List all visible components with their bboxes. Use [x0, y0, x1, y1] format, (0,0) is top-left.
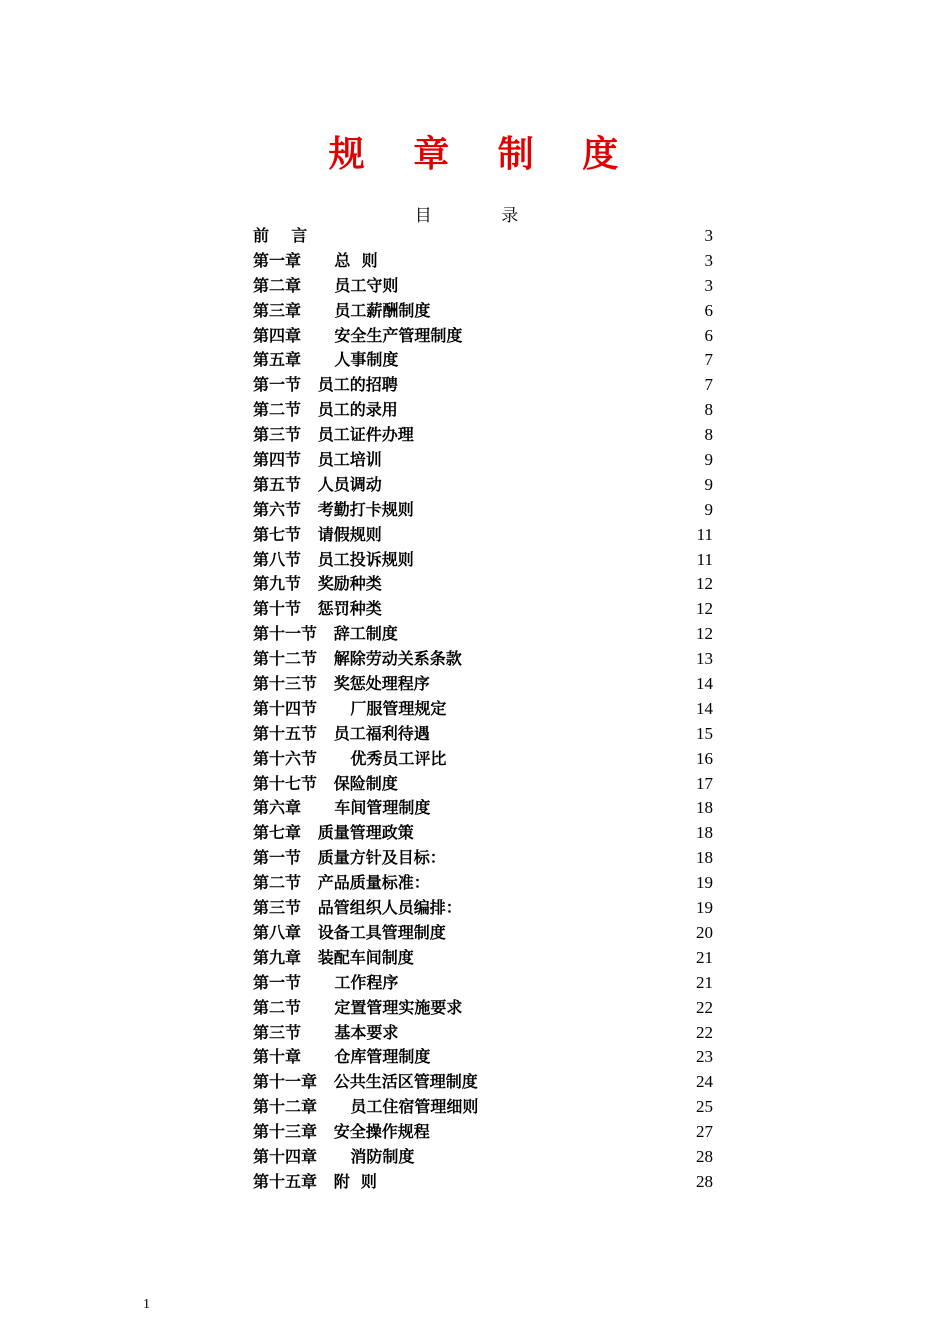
toc-entry[interactable] — [253, 1070, 713, 1095]
toc-entry-label: 第二章 员工守则 — [253, 275, 399, 295]
toc-entry[interactable] — [253, 1145, 713, 1170]
toc-entry-page: 15 — [696, 723, 713, 743]
toc-entry[interactable] — [253, 274, 713, 299]
toc-entry[interactable] — [253, 697, 713, 722]
toc-entry[interactable] — [253, 921, 713, 946]
toc-entry-page: 23 — [696, 1047, 713, 1067]
toc-entry-label: 第十五节 员工福利待遇 — [253, 723, 430, 743]
toc-entry-page: 25 — [696, 1097, 713, 1117]
toc-entry[interactable] — [253, 622, 713, 647]
toc-entry-page: 18 — [696, 823, 713, 843]
toc-entry-page: 18 — [696, 798, 713, 818]
toc-entry-page: 9 — [704, 450, 713, 470]
toc-entry[interactable] — [253, 971, 713, 996]
toc-entry-label: 第三节 基本要求 — [253, 1022, 399, 1042]
toc-entry-page: 12 — [696, 624, 713, 644]
toc-entry-page: 3 — [704, 275, 713, 295]
toc-entry-label: 第一节 工作程序 — [253, 972, 399, 992]
toc-entry-page: 19 — [696, 898, 713, 918]
toc-entry-page: 22 — [696, 1022, 713, 1042]
toc-entry[interactable] — [253, 871, 713, 896]
toc-entry[interactable] — [253, 373, 713, 398]
page-number: 1 — [143, 1297, 150, 1312]
toc-entry-label: 第十三章 安全操作规程 — [253, 1122, 430, 1142]
toc-entry[interactable] — [253, 548, 713, 573]
toc-entry-label: 第一章 总 则 — [253, 250, 378, 270]
toc-entry[interactable] — [253, 896, 713, 921]
toc-entry-page: 12 — [696, 574, 713, 594]
toc-entry[interactable] — [253, 1021, 713, 1046]
toc-entry[interactable] — [253, 299, 713, 324]
toc-entry-label: 第十七节 保险制度 — [253, 773, 398, 793]
toc-entry[interactable] — [253, 473, 713, 498]
toc-entry-label: 第七节 请假规则 — [253, 524, 382, 544]
toc-entry-page: 11 — [696, 524, 713, 544]
toc-entry-page: 9 — [704, 474, 713, 494]
toc-entry[interactable] — [253, 498, 713, 523]
toc-entry-page: 7 — [704, 375, 713, 395]
toc-entry-label: 第十四节 厂服管理规定 — [253, 698, 447, 718]
toc-entry[interactable] — [253, 1170, 713, 1195]
toc-entry-label: 第十章 仓库管理制度 — [253, 1047, 431, 1067]
toc-entry-label: 第七章 质量管理政策 — [253, 823, 414, 843]
toc-entry-page: 6 — [704, 300, 713, 320]
toc-entry-page: 3 — [704, 226, 713, 245]
toc-entry-label: 第十一节 辞工制度 — [253, 624, 398, 644]
toc-entry-page: 8 — [704, 400, 713, 420]
toc-entry-page: 18 — [696, 848, 713, 868]
toc-entry[interactable] — [253, 796, 713, 821]
toc-entry-label: 第十三节 奖惩处理程序 — [253, 674, 430, 694]
toc-entry-label: 第三节 品管组织人员编排： — [253, 898, 462, 918]
toc-entry-page: 22 — [696, 997, 713, 1017]
toc-entry-label: 第六章 车间管理制度 — [253, 798, 431, 818]
toc-entry-page: 6 — [704, 325, 713, 345]
toc-entry-label: 第二节 定置管理实施要求 — [253, 997, 463, 1017]
toc-entry[interactable] — [253, 1120, 713, 1145]
toc-entry[interactable] — [253, 423, 713, 448]
toc-entry[interactable] — [253, 772, 713, 797]
toc-entry[interactable] — [253, 597, 713, 622]
toc-entry-label: 第三节 员工证件办理 — [253, 425, 414, 445]
toc-entry[interactable] — [253, 348, 713, 373]
toc-entry-page: 14 — [696, 698, 713, 718]
toc-entry[interactable] — [253, 572, 713, 597]
table-of-contents — [253, 224, 713, 1195]
toc-entry[interactable] — [253, 647, 713, 672]
toc-entry[interactable] — [253, 846, 713, 871]
toc-entry[interactable] — [253, 672, 713, 697]
toc-entry-page: 19 — [696, 873, 713, 893]
toc-entry-label: 第十二节 解除劳动关系条款 — [253, 649, 462, 669]
toc-entry-label: 第四章 安全生产管理制度 — [253, 325, 463, 345]
toc-entry[interactable] — [253, 747, 713, 772]
toc-entry-page: 12 — [696, 599, 713, 619]
toc-entry[interactable] — [253, 1045, 713, 1070]
toc-entry-page: 16 — [696, 748, 713, 768]
toc-entry-label: 第十一章 公共生活区管理制度 — [253, 1072, 478, 1092]
toc-entry-page: 8 — [704, 425, 713, 445]
toc-entry-label: 第一节 员工的招聘 — [253, 375, 398, 395]
toc-entry-page: 27 — [696, 1122, 713, 1142]
toc-entry-page: 9 — [704, 499, 713, 519]
toc-entry-label: 第八章 设备工具管理制度 — [253, 922, 446, 942]
toc-entry[interactable] — [253, 324, 713, 349]
toc-entry-label: 第四节 员工培训 — [253, 450, 382, 470]
toc-entry-page: 24 — [696, 1072, 713, 1092]
toc-entry-page: 14 — [696, 674, 713, 694]
toc-entry-page: 21 — [696, 947, 713, 967]
toc-entry-page: 11 — [696, 549, 713, 569]
toc-entry-label: 第十六节 优秀员工评比 — [253, 748, 447, 768]
toc-entry-label: 第十四章 消防制度 — [253, 1146, 415, 1166]
toc-entry-label: 第九节 奖励种类 — [253, 574, 382, 594]
toc-entry[interactable] — [253, 448, 713, 473]
toc-entry[interactable] — [253, 996, 713, 1021]
toc-entry-label: 第二节 员工的录用 — [253, 400, 398, 420]
toc-entry-label: 第六节 考勤打卡规则 — [253, 499, 414, 519]
toc-entry-page: 3 — [704, 250, 713, 270]
toc-entry-label: 第二节 产品质量标准： — [253, 873, 430, 893]
toc-entry-label: 第五章 人事制度 — [253, 350, 399, 370]
toc-entry-label: 前 言 — [253, 226, 308, 245]
toc-entry-label: 第一节 质量方针及目标： — [253, 848, 446, 868]
toc-entry[interactable] — [253, 946, 713, 971]
toc-entry[interactable] — [253, 1095, 713, 1120]
toc-entry[interactable] — [253, 249, 713, 274]
toc-entry[interactable] — [253, 224, 713, 249]
toc-entry-label: 第九章 装配车间制度 — [253, 947, 414, 967]
toc-heading: 目 录 — [414, 206, 551, 226]
toc-entry-label: 第十节 惩罚种类 — [253, 599, 382, 619]
toc-entry[interactable] — [253, 398, 713, 423]
toc-entry-page: 13 — [696, 649, 713, 669]
toc-entry-label: 第十二章 员工住宿管理细则 — [253, 1097, 479, 1117]
toc-entry-page: 28 — [696, 1171, 713, 1191]
document-title: 规 章 制 度 — [328, 134, 637, 175]
toc-entry-label: 第八节 员工投诉规则 — [253, 549, 414, 569]
toc-entry[interactable] — [253, 821, 713, 846]
toc-entry-page: 28 — [696, 1146, 713, 1166]
toc-entry-page: 17 — [696, 773, 713, 793]
toc-entry-label: 第三章 员工薪酬制度 — [253, 300, 431, 320]
toc-entry-page: 20 — [696, 922, 713, 942]
toc-entry[interactable] — [253, 523, 713, 548]
toc-entry-label: 第五节 人员调动 — [253, 474, 382, 494]
toc-entry[interactable] — [253, 722, 713, 747]
toc-entry-page: 7 — [704, 350, 713, 370]
toc-entry-label: 第十五章 附 则 — [253, 1171, 377, 1191]
toc-entry-page: 21 — [696, 972, 713, 992]
